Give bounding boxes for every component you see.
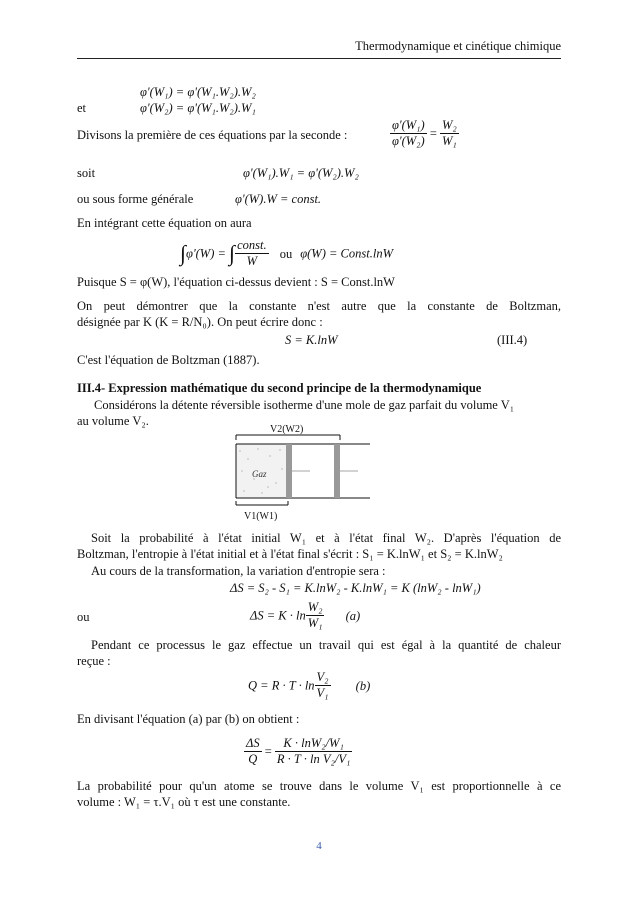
integral-num: const. bbox=[237, 238, 267, 252]
travail-line2: reçue : bbox=[77, 654, 111, 668]
piston-1 bbox=[286, 444, 292, 498]
q-eq-label: (b) bbox=[355, 678, 371, 693]
division-text: Divisons la première de ces équations par la seconde : bbox=[77, 128, 348, 142]
division-fraction: $\frac{\text{φ'(W₁)}}{\text{φ'(W₂)}}$ = $\frac{\text{W₂}}{\text{W₁}}$ bbox=[392, 118, 457, 148]
ratio-equation: $\frac{\Delta S}{Q}$ = $\frac{\text{K · lnW₂/W₁}}{\text{R · T · ln V₂/V₁}}$ bbox=[246, 736, 351, 766]
q-eq-den: V₁ bbox=[316, 686, 329, 700]
piston-diagram bbox=[230, 421, 380, 523]
integral-ou: ou bbox=[279, 246, 293, 261]
page-number: 4 bbox=[316, 840, 322, 852]
frac-den-right: W₁ bbox=[442, 134, 457, 148]
soit-equation: φ'(W₁).W₁ = φ'(W₂).W₂ bbox=[243, 166, 359, 180]
cest-text: C'est l'équation de Boltzman (1887). bbox=[77, 353, 260, 367]
q-equation bbox=[248, 670, 370, 701]
intro-line2: au volume V₂. bbox=[77, 414, 149, 428]
equation-s-label: (III.4) bbox=[497, 333, 528, 347]
integrant-text: En intégrant cette équation on aura bbox=[77, 216, 252, 230]
ratio-num-right: K · lnW₂/W₁ bbox=[275, 736, 352, 752]
general-equation: φ'(W).W = const. bbox=[235, 192, 322, 206]
frac-num-right: W₂ bbox=[442, 118, 457, 132]
header-rule bbox=[77, 58, 561, 59]
integral-den: W bbox=[246, 254, 258, 268]
puisque-text: Puisque S = φ(W), l'équation ci-dessus devient : S = Const.lnW bbox=[77, 275, 395, 289]
q-eq-num: V₂ bbox=[316, 670, 329, 684]
divide-text: En divisant l'équation (a) par (b) on obtient : bbox=[77, 712, 300, 726]
frac-den-left: φ'(W₂) bbox=[392, 134, 425, 148]
delta-equation-2 bbox=[250, 600, 360, 631]
ratio-den-right: R · T · ln V₂/V₁ bbox=[276, 752, 351, 766]
delta-eq2-label: (a) bbox=[345, 608, 361, 623]
diagram-top-label: V2(W2) bbox=[270, 424, 304, 435]
final-line2: volume : W₁ = τ.V₁ où τ est une constante. bbox=[77, 795, 291, 809]
delta-eq2-num: W₂ bbox=[307, 600, 323, 614]
intro-line1: Considérons la détente réversible isotherme d'une mole de gaz parfait du volume V₁ bbox=[94, 398, 515, 412]
integral-equation bbox=[180, 238, 393, 269]
soit-prefix: soit bbox=[77, 166, 96, 180]
integral-sign-2: ∫ bbox=[229, 240, 236, 266]
variation-text: Au cours de la transformation, la variation d'entropie sera : bbox=[91, 564, 386, 578]
boltzman-para-line2: désignée par K (K = R/N₀). On peut écrire donc : bbox=[77, 315, 323, 329]
frac-num-left: φ'(W₁) bbox=[392, 118, 425, 132]
final-line1: La probabilité pour qu'un atome se trouve dans le volume V₁ est proportionnelle à ce bbox=[77, 779, 561, 793]
delta-eq2-den: W₁ bbox=[307, 616, 323, 630]
q-eq-lhs: Q = R · T · ln bbox=[248, 678, 315, 693]
piston-2 bbox=[334, 444, 340, 498]
equation-2: φ'(W₂) = φ'(W₁.W₂).W₁ bbox=[140, 101, 256, 115]
integral-rhs: φ(W) = Const.lnW bbox=[300, 246, 393, 261]
proba-line2: Boltzman, l'entropie à l'état initial et à l'état final s'écrit : S₁ = K.lnW₁ et S₂ = K.lnW₂ bbox=[77, 547, 503, 561]
gas-label: Gaz bbox=[252, 469, 267, 479]
ratio-den-left: Q bbox=[248, 752, 258, 766]
diagram-bottom-label: V1(W1) bbox=[244, 511, 278, 522]
integral-sign: ∫ bbox=[180, 240, 187, 266]
equation-s: S = K.lnW bbox=[285, 333, 338, 347]
delta-equation: ΔS = S₂ - S₁ = K.lnW₂ - K.lnW₁ = K (lnW₂ - lnW₁) bbox=[230, 581, 481, 595]
ratio-num-left: ΔS bbox=[246, 736, 260, 750]
general-prefix: ou sous forme générale bbox=[77, 192, 194, 206]
delta-eq2-prefix: ou bbox=[77, 610, 90, 624]
running-header: Thermodynamique et cinétique chimique bbox=[355, 39, 561, 53]
equation-2-prefix: et bbox=[77, 101, 87, 115]
delta-eq2-lhs: ΔS = K · ln bbox=[250, 608, 306, 623]
section-title: III.4- Expression mathématique du second principe de la thermodynamique bbox=[77, 381, 482, 395]
boltzman-para-line1: On peut démontrer que la constante n'est autre que la constante de Boltzman, bbox=[77, 299, 561, 313]
integral-lhs: φ'(W) = bbox=[186, 246, 226, 261]
equation-1: φ'(W₁) = φ'(W₁.W₂).W₂ bbox=[140, 85, 256, 99]
travail-line1: Pendant ce processus le gaz effectue un travail qui est égal à la quantité de chaleur bbox=[91, 638, 561, 652]
proba-line1: Soit la probabilité à l'état initial W₁ et à l'état final W₂. D'après l'équation de bbox=[91, 531, 561, 545]
